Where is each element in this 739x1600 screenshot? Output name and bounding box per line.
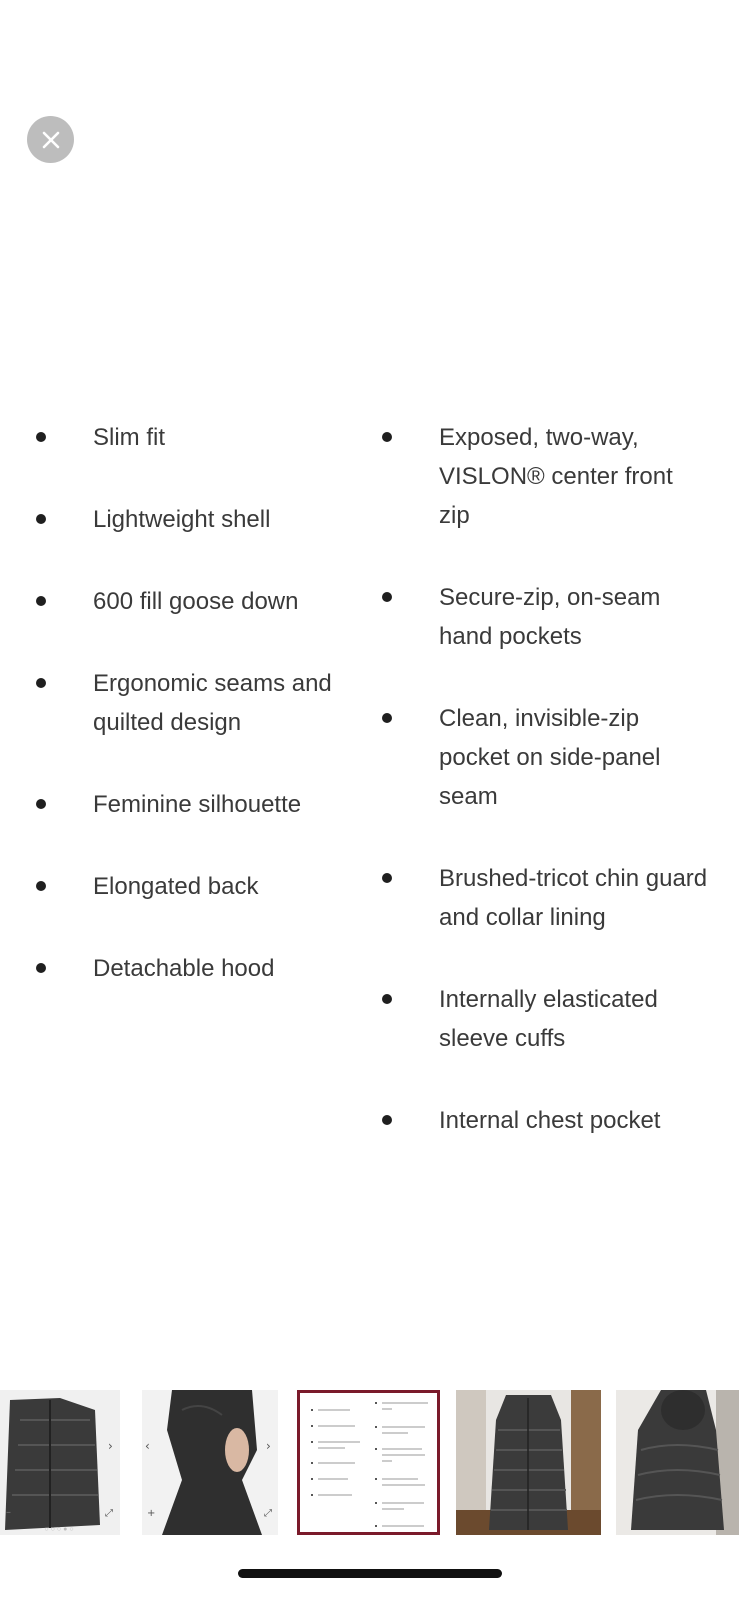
feature-item: Secure-zip, on-seam hand pockets	[380, 578, 710, 656]
bullet-icon	[36, 678, 46, 688]
bullet-icon	[36, 881, 46, 891]
thumbnail-strip	[0, 1390, 739, 1540]
svg-text:⤢: ⤢	[105, 1508, 113, 1519]
thumbnail-features-list[interactable]	[297, 1390, 440, 1535]
feature-item: Internally elasticated sleeve cuffs	[380, 980, 710, 1058]
feature-item: Ergonomic seams and quilted design	[34, 664, 354, 742]
svg-text:›: ›	[108, 1439, 113, 1453]
coat-hanging-back-image	[616, 1390, 739, 1535]
feature-item: Lightweight shell	[34, 500, 354, 539]
feature-column-left	[34, 418, 354, 1031]
feature-item: Brushed-tricot chin guard and collar lining	[380, 859, 710, 937]
svg-text:+: +	[147, 1508, 156, 1519]
bullet-icon	[382, 592, 392, 602]
bullet-icon	[382, 432, 392, 442]
bullet-icon	[36, 596, 46, 606]
feature-item: Feminine silhouette	[34, 785, 354, 824]
bullet-icon	[382, 873, 392, 883]
feature-item: Internal chest pocket	[380, 1101, 710, 1140]
bullet-icon	[36, 514, 46, 524]
thumbnail-coat-hood[interactable]	[142, 1390, 278, 1535]
feature-column-right	[380, 418, 710, 1183]
svg-text:–: –	[6, 1507, 11, 1518]
coat-hanging-front-image	[456, 1390, 601, 1535]
feature-item: Detachable hood	[34, 949, 354, 988]
feature-item: Exposed, two-way, VISLON® center front zip	[380, 418, 710, 535]
svg-text:⤢: ⤢	[264, 1508, 272, 1519]
thumbnail-coat-front[interactable]	[0, 1390, 120, 1535]
thumbnail-coat-hanging-front[interactable]	[456, 1390, 601, 1535]
bullet-icon	[36, 432, 46, 442]
bullet-icon	[36, 963, 46, 973]
features-list-image	[300, 1393, 437, 1532]
carousel-dots: ○○○●○	[44, 1526, 76, 1533]
feature-item: Clean, invisible-zip pocket on side-panel seam	[380, 699, 710, 816]
svg-text:›: ›	[266, 1439, 271, 1453]
feature-item: Elongated back	[34, 867, 354, 906]
bullet-icon	[382, 713, 392, 723]
home-indicator[interactable]	[238, 1569, 502, 1578]
bullet-icon	[382, 994, 392, 1004]
close-icon	[41, 130, 61, 150]
coat-hood-side-image	[142, 1390, 278, 1535]
bullet-icon	[36, 799, 46, 809]
feature-item: 600 fill goose down	[34, 582, 354, 621]
close-button[interactable]	[27, 116, 74, 163]
bullet-icon	[382, 1115, 392, 1125]
thumbnail-coat-hanging-back[interactable]	[616, 1390, 739, 1535]
svg-text:‹: ‹	[145, 1439, 150, 1453]
feature-item: Slim fit	[34, 418, 354, 457]
coat-front-image	[0, 1390, 120, 1535]
